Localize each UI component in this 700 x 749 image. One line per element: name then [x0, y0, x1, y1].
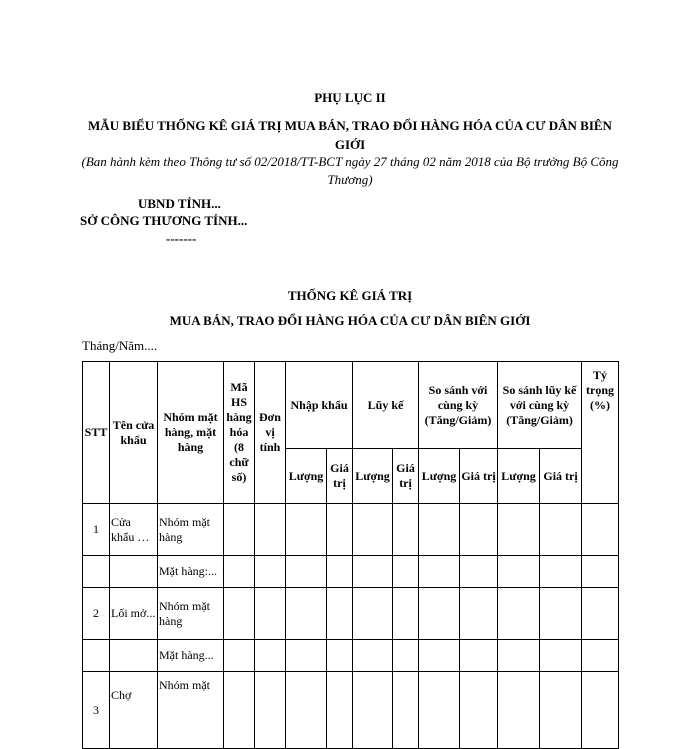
table-cell — [286, 588, 327, 640]
table-row — [83, 588, 619, 640]
table-cell — [393, 640, 419, 672]
form-title: MẪU BIỂU THỐNG KÊ GIÁ TRỊ MUA BÁN, TRAO ĐỔI HÀNG HÓA CỦA CƯ DÂN BIÊN GIỚI — [88, 118, 612, 152]
table-cell — [460, 556, 498, 588]
report-period: Tháng/Năm.... — [82, 338, 158, 353]
table-cell — [582, 672, 619, 749]
table-cell — [498, 672, 540, 749]
table-row — [83, 672, 619, 749]
table-cell — [327, 556, 353, 588]
header-import: Nhập khẩu — [286, 362, 353, 449]
table-cell — [83, 640, 110, 672]
table-cell — [286, 672, 327, 749]
table-cell — [224, 640, 255, 672]
table-cell — [83, 556, 110, 588]
header-unit: Đơn vị tính — [255, 362, 286, 504]
table-cell — [393, 556, 419, 588]
table-cell — [224, 672, 255, 749]
table-cell — [419, 672, 460, 749]
header-compare-cumulative-value: Giá trị — [540, 449, 582, 504]
table-cell — [353, 640, 393, 672]
header-compare-period: So sánh với cùng kỳ (Tăng/Giảm) — [419, 362, 498, 449]
agency-department: SỞ CÔNG THƯƠNG TỈNH... — [80, 213, 248, 228]
row-gate: Cửa khẩu … — [110, 504, 158, 556]
table-cell — [582, 556, 619, 588]
table-cell — [110, 640, 158, 672]
table-cell — [460, 640, 498, 672]
table-cell — [255, 556, 286, 588]
table-cell — [255, 504, 286, 556]
row-stt: 1 — [83, 504, 110, 556]
table-cell — [393, 672, 419, 749]
header-item-group: Nhóm mặt hàng, mặt hàng — [158, 362, 224, 504]
table-cell — [353, 504, 393, 556]
table-row — [83, 640, 619, 672]
table-cell — [498, 588, 540, 640]
table-row — [83, 556, 619, 588]
table-cell — [419, 588, 460, 640]
row-gate: Chợ — [110, 672, 158, 749]
row-group: Nhóm mặt hàng — [158, 588, 224, 640]
table-cell — [419, 504, 460, 556]
table-cell — [540, 556, 582, 588]
table-cell — [255, 640, 286, 672]
table-cell — [540, 588, 582, 640]
table-cell — [460, 504, 498, 556]
header-compare-period-value: Giá trị — [460, 449, 498, 504]
table-cell — [353, 556, 393, 588]
row-item: Mặt hàng... — [158, 640, 224, 672]
table-cell — [327, 640, 353, 672]
row-stt: 2 — [83, 588, 110, 640]
table-cell — [460, 588, 498, 640]
report-title-line2: MUA BÁN, TRAO ĐỔI HÀNG HÓA CỦA CƯ DÂN BIÊN GIỚI — [169, 313, 531, 328]
row-group: Nhóm mặt hàng — [158, 504, 224, 556]
table-cell — [353, 588, 393, 640]
statistics-table — [82, 361, 619, 749]
header-gate-name: Tên cửa khẩu — [110, 362, 158, 504]
table-cell — [582, 640, 619, 672]
header-compare-cumulative: So sánh lũy kế với cùng kỳ (Tăng/Giảm) — [498, 362, 582, 449]
issued-note: (Ban hành kèm theo Thông tư số 02/2018/TT-BCT ngày 27 tháng 02 năm 2018 của Bộ trưởng Bộ Công Thương) — [81, 154, 619, 187]
header-hs-code: Mã HS hàng hóa (8 chữ số) — [224, 362, 255, 504]
header-stt: STT — [83, 362, 110, 504]
header-cumulative-value: Giá trị — [393, 449, 419, 504]
table-cell — [327, 672, 353, 749]
table-cell — [255, 672, 286, 749]
table-cell — [224, 588, 255, 640]
table-cell — [540, 640, 582, 672]
header-compare-period-quantity: Lượng — [419, 449, 460, 504]
table-cell — [498, 504, 540, 556]
table-cell — [582, 504, 619, 556]
table-cell — [110, 556, 158, 588]
appendix-title: PHỤ LỤC II — [314, 90, 386, 105]
table-cell — [419, 556, 460, 588]
row-item: Mặt hàng:... — [158, 556, 224, 588]
row-stt: 3 — [83, 672, 110, 749]
row-group: Nhóm mặt — [158, 672, 224, 749]
table-header-row-1 — [83, 362, 619, 449]
table-cell — [353, 672, 393, 749]
table-cell — [286, 640, 327, 672]
table-cell — [327, 588, 353, 640]
table-cell — [540, 672, 582, 749]
agency-ubnd: UBND TỈNH... — [138, 196, 221, 211]
report-title-line1: THỐNG KÊ GIÁ TRỊ — [287, 288, 413, 303]
table-cell — [255, 588, 286, 640]
header-import-quantity: Lượng — [286, 449, 327, 504]
table-cell — [498, 556, 540, 588]
header-compare-cumulative-quantity: Lượng — [498, 449, 540, 504]
table-cell — [498, 640, 540, 672]
table-cell — [393, 588, 419, 640]
table-cell — [419, 640, 460, 672]
header-ratio: Tỷ trọng (%) — [582, 362, 619, 504]
table-cell — [224, 504, 255, 556]
table-cell — [286, 504, 327, 556]
table-cell — [393, 504, 419, 556]
header-import-value: Giá trị — [327, 449, 353, 504]
table-cell — [327, 504, 353, 556]
header-cumulative: Lũy kế — [353, 362, 419, 449]
row-gate: Lối mở... — [110, 588, 158, 640]
agency-separator: ------- — [166, 231, 197, 246]
table-cell — [224, 556, 255, 588]
table-cell — [540, 504, 582, 556]
table-cell — [582, 588, 619, 640]
header-cumulative-quantity: Lượng — [353, 449, 393, 504]
table-cell — [460, 672, 498, 749]
table-row — [83, 504, 619, 556]
table-cell — [286, 556, 327, 588]
